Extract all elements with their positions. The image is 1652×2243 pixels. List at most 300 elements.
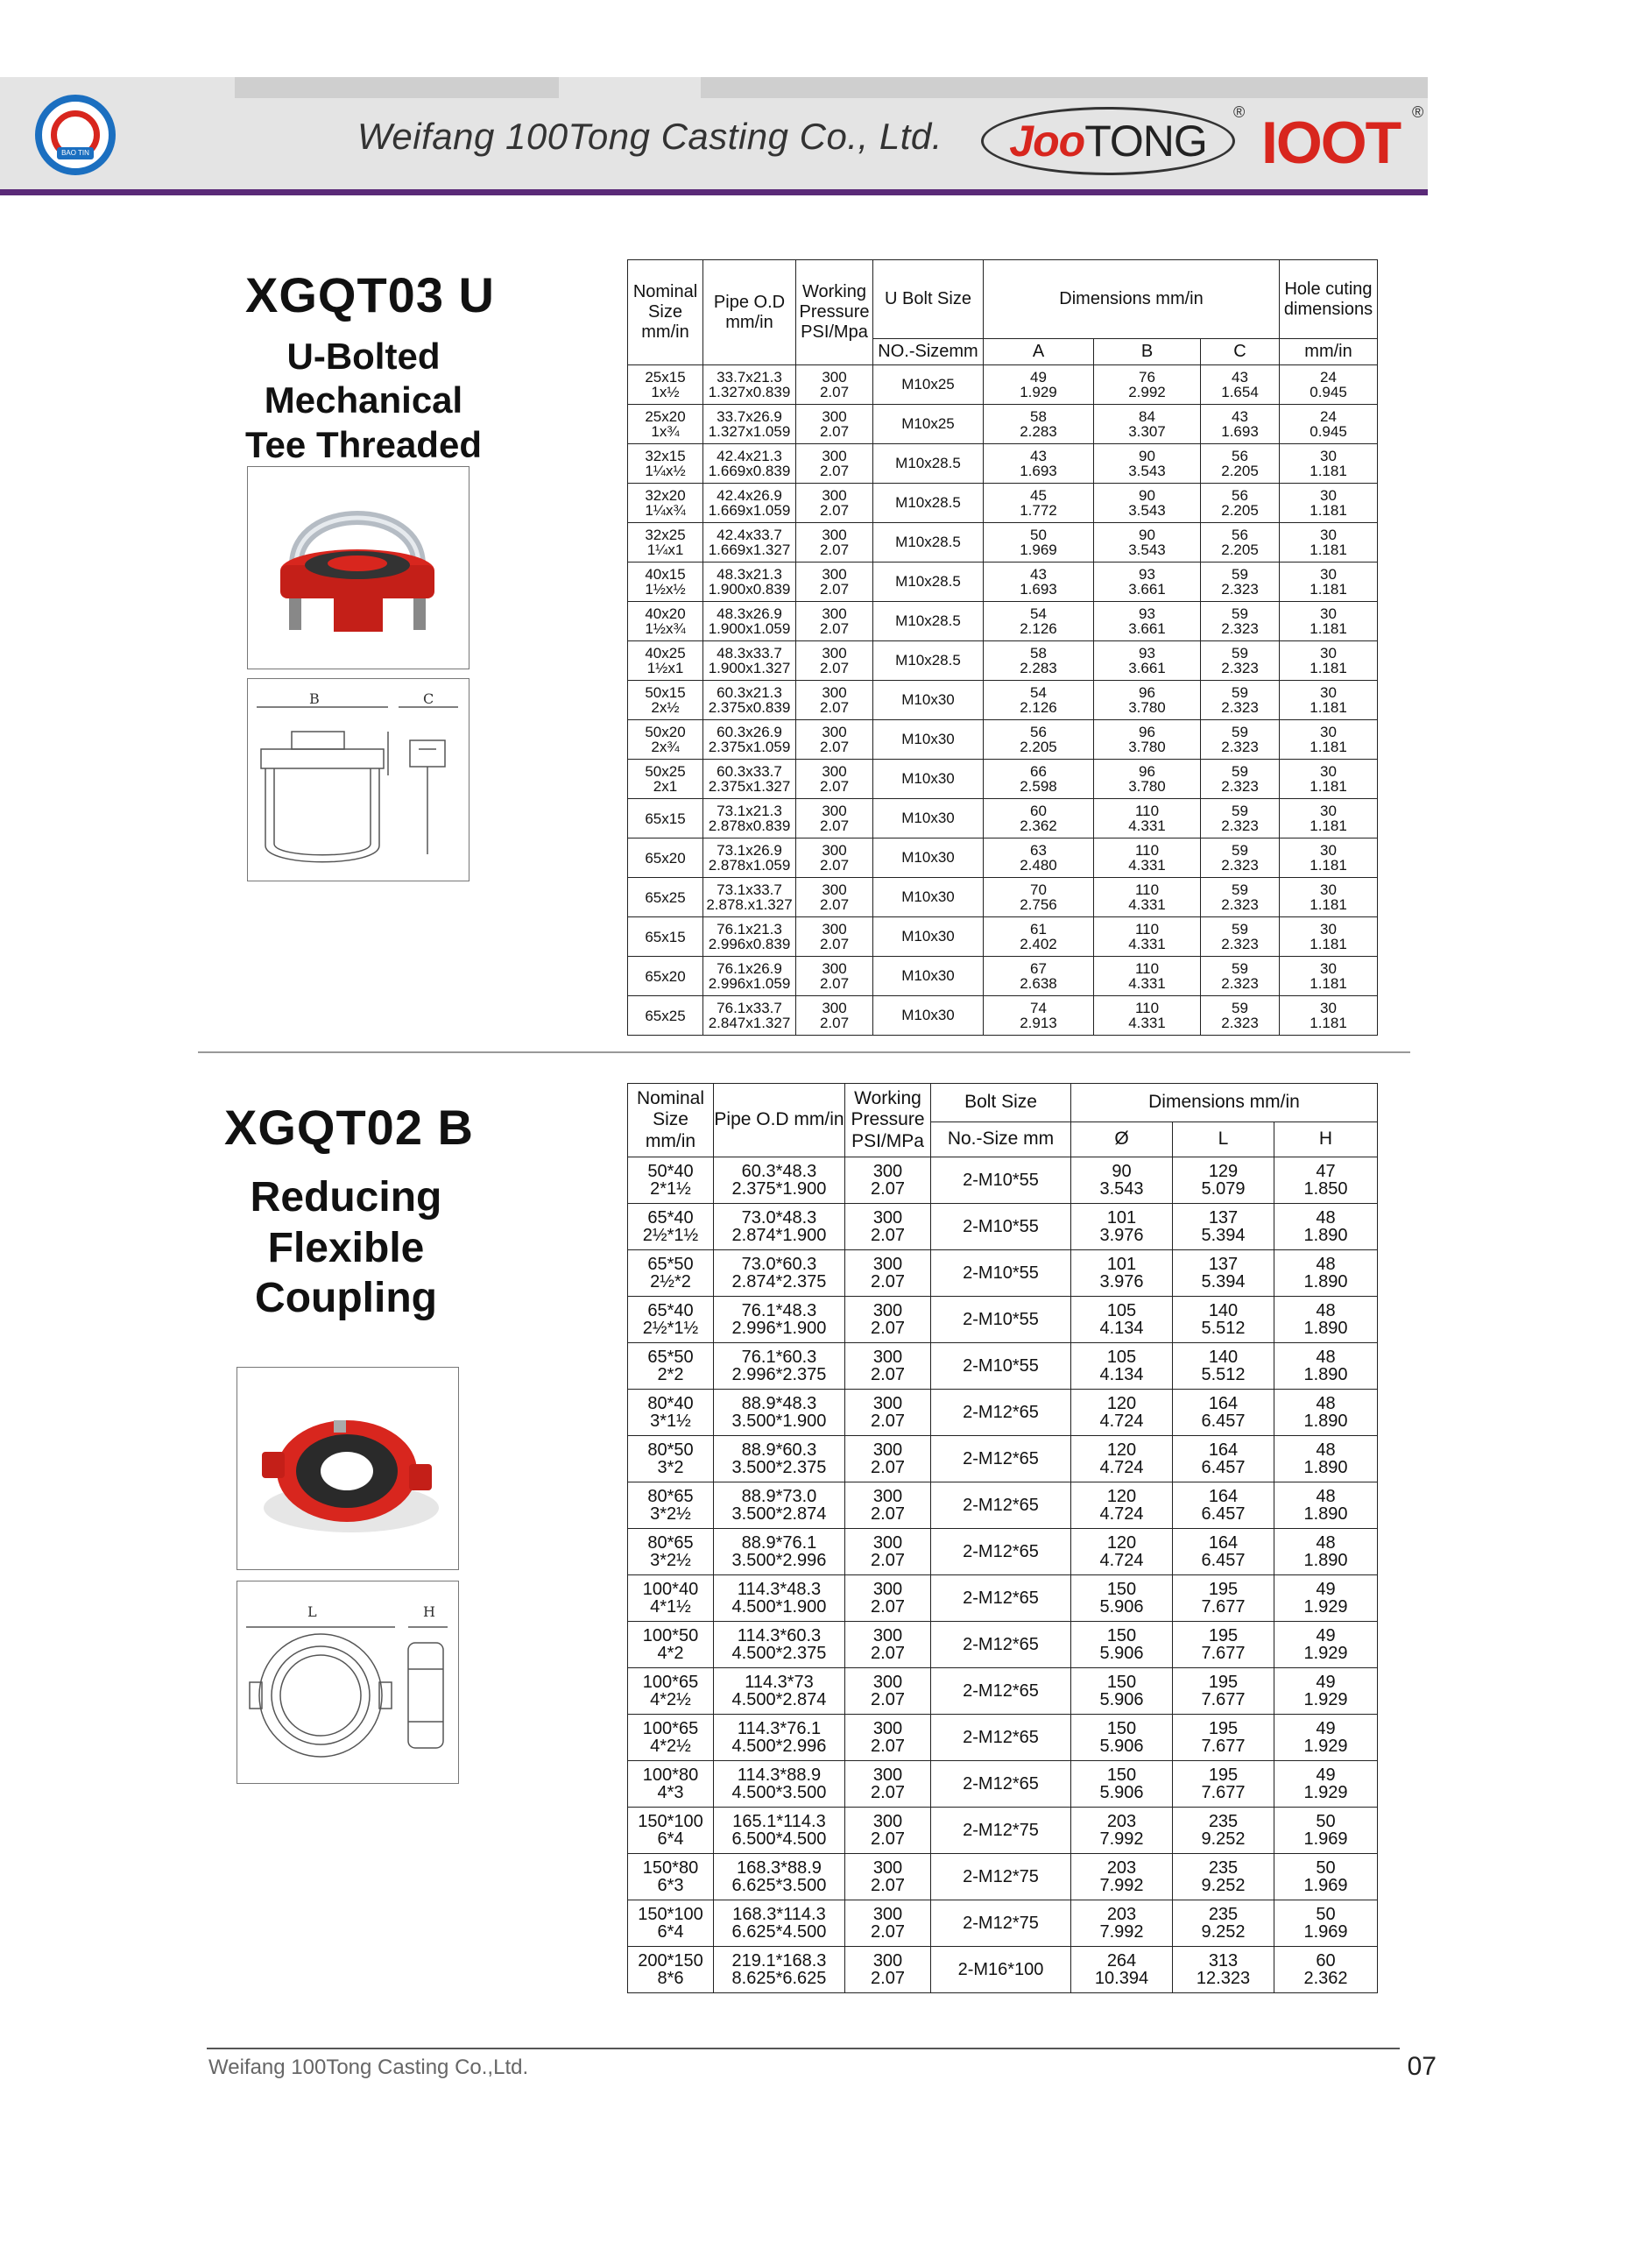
cell-mm: 300 [822,803,847,819]
cell-in: 1.929 [1303,1690,1348,1709]
cell-a [984,563,1094,602]
cell-bolt: 2-M12*65 [931,1715,1071,1761]
cell-in: 2.07 [819,581,850,598]
table-row [628,1761,1378,1808]
cell-size [628,1343,714,1390]
cell-size [628,1250,714,1297]
cell-mm: 49 [1316,1580,1336,1599]
cell-in: 2.323 [1221,857,1259,874]
cell-size [628,1854,714,1900]
cell-wp [845,1343,931,1390]
cell-in: 2.07 [871,1876,905,1895]
cell-in: 2*2 [657,1365,684,1384]
cell-o [1071,1297,1173,1343]
cell-hole [1280,365,1378,405]
product2-name [175,1172,517,1324]
cell-h [1274,1947,1378,1993]
cell-mm: 88.9*73.0 [741,1487,817,1506]
cell-o [1071,1854,1173,1900]
header-accent-block [235,77,559,98]
cell-b [1094,917,1201,957]
col-dim-b: B [1094,339,1201,365]
cell-in: 6.457 [1201,1504,1246,1524]
product1-drawing [247,678,469,881]
registered-mark: ® [1233,103,1246,121]
cell-mm: 76.1x33.7 [717,1000,782,1016]
table-row [628,1529,1378,1575]
cell-size [628,1390,714,1436]
cell-mm: 48 [1316,1255,1336,1274]
cell-in: 1.929 [1303,1737,1348,1756]
cell-in: 2.205 [1221,463,1259,479]
cell-mm: 33.7x26.9 [717,408,782,425]
cell-in: 2.07 [819,936,850,952]
reducing-coupling-photo-icon [237,1368,458,1569]
cell-o [1071,1761,1173,1808]
table-row [628,1250,1378,1297]
cell-in: 9.252 [1201,1829,1246,1849]
cell-in: 1.772 [1020,502,1057,519]
cell-in: 2.996*2.375 [731,1365,827,1384]
col-dim-a: A [984,339,1094,365]
cell-mm: 59 [1232,803,1248,819]
cell-bolt: 2-M10*55 [931,1250,1071,1297]
col-working-pressure: Working Pressure PSI/Mpa [796,260,873,365]
table-row [628,1575,1378,1622]
product2-name-line: Reducing [250,1174,442,1221]
cell-wp [796,523,873,563]
cell-in: 6*4 [657,1829,684,1849]
cell-in: 2.362 [1303,1969,1348,1988]
cell-in: 2.07 [871,1690,905,1709]
cell-h [1274,1250,1378,1297]
cell-b [1094,641,1201,681]
cell-a [984,838,1094,878]
cell-in: 2½*1½ [642,1226,699,1245]
cell-hole [1280,523,1378,563]
cell-mm: 235 [1208,1812,1239,1831]
cell-in: 6.457 [1201,1458,1246,1477]
cell-wp [796,405,873,444]
cell-wp [845,1808,931,1854]
cell-mm: 150*100 [638,1812,703,1831]
cell-in: 2.07 [871,1272,905,1291]
cell-in: 2.375*1.900 [731,1179,827,1199]
cell-mm: 50x20 [645,724,686,740]
cell-in: 2.480 [1020,857,1057,874]
cell-in: 2.07 [819,384,850,400]
cell-wp [796,760,873,799]
cell-mm: 120 [1106,1533,1137,1553]
cell-mm: 76 [1139,369,1155,386]
cell-in: 4.724 [1099,1458,1144,1477]
cell-mm: 300 [822,487,847,504]
cell-in: 1.900x1.059 [708,620,791,637]
col-dim-c: C [1201,339,1280,365]
cell-mm: 48.3x33.7 [717,645,782,662]
cell-size [628,799,703,838]
cell-in: 1.969 [1020,541,1057,558]
cell-wp [796,799,873,838]
cell-in: 6.500*4.500 [731,1829,827,1849]
cell-bolt: 2-M12*65 [931,1761,1071,1808]
cell-in: 1.327x1.059 [708,423,791,440]
cell-mm: 300 [822,408,847,425]
cell-hole [1280,996,1378,1036]
svg-text:L: L [307,1603,317,1620]
cell-bolt: 2-M12*65 [931,1390,1071,1436]
cell-in: 2.07 [871,1551,905,1570]
cell-h [1274,1575,1378,1622]
cell-mm: 30 [1320,881,1337,898]
cell-bolt: M10x28.5 [873,523,984,563]
cell-in: 2.996*1.900 [731,1319,827,1338]
cell-od [703,602,796,641]
cell-size [628,1436,714,1482]
cell-size [628,563,703,602]
cell-mm: 300 [872,1301,903,1320]
cell-mm: 65x15 [645,810,686,827]
cell-h [1274,1900,1378,1947]
col-pipe-od: Pipe O.D mm/in [703,260,796,365]
cell-bolt: M10x30 [873,760,984,799]
cell-wp [845,1436,931,1482]
cell-in: 9.252 [1201,1922,1246,1942]
cell-mm: 80*40 [647,1394,694,1413]
cell-mm: 203 [1106,1858,1137,1878]
cell-in: 2.283 [1020,660,1057,676]
cell-c [1201,957,1280,996]
cell-mm: 114.3*76.1 [737,1719,822,1738]
table-row [628,681,1378,720]
cell-mm: 80*65 [647,1533,694,1553]
cell-od [714,1900,845,1947]
cell-in: 1.900x0.839 [708,581,791,598]
cell-mm: 150*80 [642,1858,699,1878]
cell-in: 1.890 [1303,1504,1348,1524]
cell-c [1201,760,1280,799]
cell-mm: 59 [1232,724,1248,740]
cell-in: 2.07 [819,463,850,479]
cell-mm: 114.3*73 [745,1673,814,1692]
cell-in: 1.669x1.327 [708,541,791,558]
table-row [628,1900,1378,1947]
cell-mm: 93 [1139,566,1155,583]
cell-in: 2x1 [653,778,678,795]
cell-in: 1.181 [1310,936,1347,952]
cell-wp [796,444,873,484]
cell-l [1173,1157,1274,1204]
cell-in: 2.07 [871,1597,905,1617]
cell-in: 1.890 [1303,1319,1348,1338]
cell-in: 1.969 [1303,1922,1348,1942]
cell-in: 2.07 [819,1015,850,1031]
product1-name-line: U-Bolted Mechanical [264,336,463,421]
cell-mm: 140 [1208,1348,1239,1367]
cell-mm: 43 [1232,369,1248,386]
brand-logo-jootong [981,107,1235,175]
cell-hole [1280,602,1378,641]
cell-mm: 110 [1134,803,1160,819]
cell-mm: 73.0*48.3 [741,1208,817,1228]
cell-size [628,484,703,523]
cell-hole [1280,484,1378,523]
cell-mm: 140 [1208,1301,1239,1320]
cell-bolt: 2-M12*65 [931,1529,1071,1575]
cell-od [714,1761,845,1808]
cell-mm: 219.1*168.3 [731,1951,827,1971]
cell-h [1274,1808,1378,1854]
cell-in: 1.181 [1310,857,1347,874]
cell-mm: 40x20 [645,605,686,622]
cell-mm: 300 [872,1905,903,1924]
cell-mm: 59 [1232,881,1248,898]
cell-in: 2.07 [819,778,850,795]
table-row [628,720,1378,760]
cell-bolt: 2-M12*65 [931,1436,1071,1482]
cell-in: 7.992 [1099,1829,1144,1849]
cell-in: 0.945 [1310,423,1347,440]
brand-logo-ioot: IOOT [1261,110,1401,176]
cell-b [1094,444,1201,484]
cell-mm: 56 [1030,724,1047,740]
cell-in: 1.850 [1303,1179,1348,1199]
cell-l [1173,1808,1274,1854]
cell-mm: 73.1x33.7 [717,881,782,898]
cell-in: 1½x¾ [645,620,686,637]
cell-od [714,1529,845,1575]
cell-mm: 59 [1232,566,1248,583]
cell-in: 2.07 [819,699,850,716]
cell-h [1274,1343,1378,1390]
cell-mm: 76.1*48.3 [741,1301,817,1320]
reducing-coupling-drawing-icon [237,1581,458,1783]
cell-mm: 60.3x21.3 [717,684,782,701]
cell-mm: 150 [1106,1765,1137,1785]
cell-mm: 300 [822,881,847,898]
cell-mm: 300 [872,1394,903,1413]
cell-in: 4.331 [1128,1015,1166,1031]
cell-l [1173,1900,1274,1947]
cell-h [1274,1622,1378,1668]
cell-bolt: 2-M16*100 [931,1947,1071,1993]
cell-in: 1.669x0.839 [708,463,791,479]
cell-mm: 42.4x26.9 [717,487,782,504]
cell-bolt: 2-M12*75 [931,1808,1071,1854]
cell-mm: 48 [1316,1301,1336,1320]
cell-hole [1280,405,1378,444]
cell-mm: 235 [1208,1905,1239,1924]
cell-wp [796,917,873,957]
cell-od [703,641,796,681]
cell-in: 4.724 [1099,1504,1144,1524]
cell-mm: 54 [1030,605,1047,622]
cell-mm: 43 [1232,408,1248,425]
cell-mm: 30 [1320,921,1337,938]
cell-mm: 300 [872,1162,903,1181]
cell-mm: 76.1x21.3 [717,921,782,938]
cell-wp [796,602,873,641]
cell-od [703,444,796,484]
cell-in: 4.724 [1099,1412,1144,1431]
cell-mm: 49 [1316,1719,1336,1738]
cell-od [703,838,796,878]
table-row [628,1343,1378,1390]
cell-mm: 63 [1030,842,1047,859]
cell-mm: 110 [1134,881,1160,898]
cell-bolt: M10x25 [873,365,984,405]
cell-in: 1¼x½ [645,463,686,479]
cell-in: 3.543 [1128,541,1166,558]
cell-in: 3*2½ [650,1551,691,1570]
cell-mm: 60.3x33.7 [717,763,782,780]
svg-text:C: C [423,690,434,707]
cell-size [628,365,703,405]
cell-h [1274,1297,1378,1343]
cell-od [714,1668,845,1715]
cell-in: 6*3 [657,1876,684,1895]
cell-mm: 65x25 [645,888,686,906]
company-title: Weifang 100Tong Casting Co., Ltd. [357,116,942,157]
cell-in: 2.126 [1020,699,1057,716]
cell-mm: 120 [1106,1394,1137,1413]
cell-in: 4.500*1.900 [731,1597,827,1617]
cell-l [1173,1854,1274,1900]
cell-mm: 43 [1030,448,1047,464]
cell-bolt: M10x30 [873,878,984,917]
cell-in: 2.07 [871,1737,905,1756]
cell-size [628,1808,714,1854]
table-row [628,1204,1378,1250]
table-row [628,602,1378,641]
cell-mm: 300 [872,1626,903,1645]
cell-b [1094,563,1201,602]
cell-h [1274,1436,1378,1482]
cell-in: 0.945 [1310,384,1347,400]
cell-mm: 105 [1106,1301,1137,1320]
cell-in: 2.874*2.375 [731,1272,827,1291]
cell-bolt: 2-M12*65 [931,1575,1071,1622]
cell-in: 4*2½ [650,1737,691,1756]
cell-hole [1280,760,1378,799]
cell-in: 8.625*6.625 [731,1969,827,1988]
cell-size [628,1575,714,1622]
cell-size [628,1297,714,1343]
footer-company: Weifang 100Tong Casting Co.,Ltd. [208,2055,529,2079]
table-row [628,1808,1378,1854]
col-working-pressure: Working Pressure PSI/MPa [845,1084,931,1157]
cell-mm: 195 [1208,1765,1239,1785]
cell-in: 2.323 [1221,699,1259,716]
cell-wp [796,681,873,720]
cell-in: 2.205 [1221,502,1259,519]
cell-mm: 137 [1208,1255,1239,1274]
cell-bolt: 2-M12*75 [931,1900,1071,1947]
cell-mm: 300 [822,448,847,464]
cell-in: 6.625*3.500 [731,1876,827,1895]
cell-mm: 50 [1316,1812,1336,1831]
cell-size [628,444,703,484]
cell-b [1094,838,1201,878]
cell-in: 2.375x1.327 [708,778,791,795]
cell-od [703,484,796,523]
cell-mm: 96 [1139,763,1155,780]
cell-bolt: M10x30 [873,917,984,957]
cell-in: 1.900x1.327 [708,660,791,676]
cell-wp [845,1947,931,1993]
cell-mm: 60 [1316,1951,1336,1971]
cell-b [1094,957,1201,996]
cell-in: 2x½ [651,699,680,716]
cell-mm: 48 [1316,1533,1336,1553]
cell-mm: 30 [1320,803,1337,819]
col-bolt-sub: NO.-Sizemm [873,339,984,365]
cell-mm: 100*65 [642,1673,699,1692]
product2-code: XGQT02 B [224,1100,474,1155]
cell-in: 2.874*1.900 [731,1226,827,1245]
cell-in: 1x½ [651,384,680,400]
cell-in: 2.996x1.059 [708,975,791,992]
cell-mm: 150 [1106,1673,1137,1692]
cell-in: 3.780 [1128,739,1166,755]
cell-in: 2.07 [871,1319,905,1338]
cell-in: 2.07 [871,1969,905,1988]
cell-in: 2x¾ [651,739,680,755]
cell-l [1173,1390,1274,1436]
u-bolt-tee-photo-icon [248,467,469,669]
cell-od [703,878,796,917]
cell-hole [1280,917,1378,957]
cell-in: 1.181 [1310,975,1347,992]
cell-size [628,1482,714,1529]
table-row [628,957,1378,996]
cell-od [714,1715,845,1761]
cell-h [1274,1157,1378,1204]
cell-in: 2.07 [819,739,850,755]
cell-in: 3.661 [1128,581,1166,598]
cell-od [703,720,796,760]
cell-mm: 300 [872,1812,903,1831]
cell-mm: 168.3*114.3 [732,1905,826,1924]
svg-text:B: B [309,690,320,707]
cell-bolt: 2-M10*55 [931,1157,1071,1204]
cell-in: 2.756 [1020,896,1057,913]
cell-a [984,681,1094,720]
cell-wp [796,641,873,681]
cell-in: 7.992 [1099,1876,1144,1895]
cell-mm: 300 [872,1487,903,1506]
cell-a [984,799,1094,838]
cell-h [1274,1715,1378,1761]
cell-in: 7.677 [1201,1644,1246,1663]
cell-in: 2.07 [819,423,850,440]
cell-in: 7.677 [1201,1597,1246,1617]
cell-mm: 101 [1106,1208,1137,1228]
cell-mm: 58 [1030,408,1047,425]
cell-mm: 150*100 [638,1905,703,1924]
cell-in: 5.906 [1099,1737,1144,1756]
cell-h [1274,1761,1378,1808]
table-row [628,996,1378,1036]
cell-mm: 49 [1316,1765,1336,1785]
cell-mm: 66 [1030,763,1047,780]
cell-size [628,641,703,681]
cell-size [628,720,703,760]
cell-a [984,523,1094,563]
cell-mm: 43 [1030,566,1047,583]
cell-mm: 105 [1106,1348,1137,1367]
cell-in: 2.323 [1221,581,1259,598]
